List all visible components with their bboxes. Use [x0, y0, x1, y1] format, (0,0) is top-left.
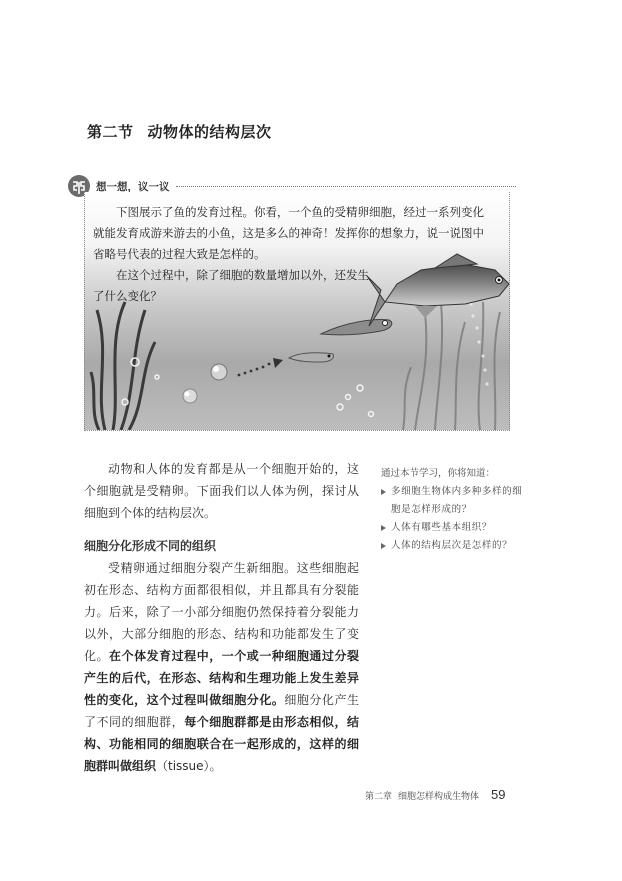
- objective-item: [381, 519, 531, 537]
- section-title: [87, 121, 272, 142]
- cell-differentiation-paragraph: [84, 557, 359, 777]
- sidebar-lead: 通过本节学习，你将知道：: [381, 468, 496, 479]
- learning-objectives-sidebar: [381, 465, 531, 555]
- discuss-paragraph-2: 在这个过程中，除了细胞的数量增加以外，还发生了什么变化？: [93, 268, 369, 303]
- section-number: 第二节: [87, 123, 134, 141]
- page-footer: [365, 787, 506, 802]
- plain-text: 细胞分化产生了不同的细胞群，: [84, 693, 359, 729]
- footer-chapter-title: 细胞怎样构成生物体: [398, 792, 480, 802]
- footer-chapter: 第二章: [365, 792, 393, 802]
- bullet-triangle-icon: [381, 543, 386, 549]
- objectives-list: [381, 483, 531, 555]
- bullet-triangle-icon: [381, 525, 386, 531]
- discuss-label: 想一想，议一议: [96, 180, 170, 193]
- fish-development-illustration: [84, 192, 510, 431]
- objective-item: [381, 537, 531, 555]
- plain-text: （tissue）。: [156, 759, 222, 773]
- definition-tissue: 每个细胞群都是由形态相似，结构、功能相同的细胞联合在一起形成的，这样的细胞群叫做组织: [84, 715, 359, 773]
- discuss-text: [93, 202, 493, 307]
- objective-text: 多细胞生物体内多种多样的细胞是怎样形成的？: [391, 486, 523, 515]
- dotted-rule: [176, 186, 517, 187]
- definition-cell-differentiation: 在个体发育过程中，一个或一种细胞通过分裂产生的后代，在形态、结构和生理功能上发生差异性的变化，这个过程叫做细胞分化。: [84, 649, 359, 707]
- objective-text: 人体的结构层次是怎样的？: [391, 540, 513, 551]
- section-heading: 动物体的结构层次: [147, 123, 272, 141]
- plain-text: 受精卵通过细胞分裂产生新细胞。这些细胞起初在形态、结构方面都很相似，并且都具有分裂能力。后来，除了一小部分细胞仍然保持着分裂能力以外，大部分细胞的形态、结构和功能都发生了变化。: [84, 561, 359, 663]
- cell-differentiation-text: [84, 557, 359, 777]
- objective-item: [381, 483, 531, 519]
- subsection-title: 细胞分化形成不同的组织: [84, 539, 217, 553]
- intro-paragraph: [84, 458, 359, 524]
- intro-text: 动物和人体的发育都是从一个细胞开始的，这个细胞就是受精卵。下面我们以人体为例，探讨从细胞到个体的结构层次。: [84, 462, 359, 520]
- page-number: 59: [491, 787, 506, 802]
- discuss-paragraph-1: 下图展示了鱼的发育过程。你看，一个鱼的受精卵细胞，经过一系列变化就能发育成游来游去的小鱼，这是多么的神奇！发挥你的想象力，说一说图中省略号代表的过程大致是怎样的。: [93, 205, 484, 261]
- bullet-triangle-icon: [381, 489, 386, 495]
- objective-text: 人体有哪些基本组织？: [391, 522, 493, 533]
